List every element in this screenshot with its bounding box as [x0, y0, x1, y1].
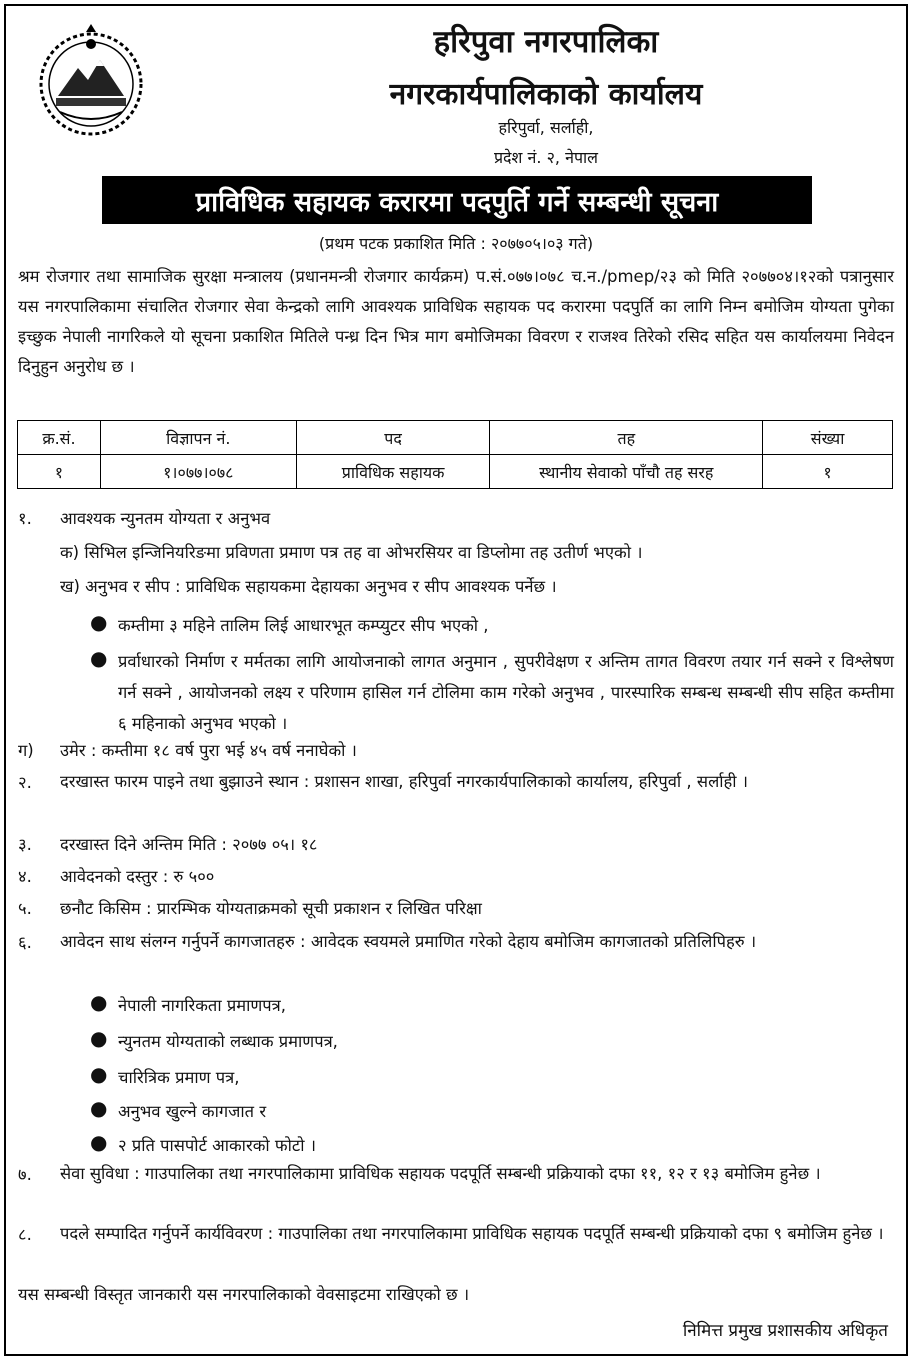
table-cell: १: [18, 455, 101, 489]
section-4-text: आवेदनको दस्तुर : रु ५००: [60, 867, 215, 886]
section-number: ३.: [18, 835, 32, 854]
table-header: तह: [490, 421, 763, 455]
signature-title: निमित्त प्रमुख प्रशासकीय अधिकृत: [682, 1321, 888, 1341]
notice-title-banner: प्राविधिक सहायक करारमा पदपुर्ति गर्ने सम्बन्धी सूचना: [102, 176, 812, 224]
bullet-icon: ●: [90, 990, 108, 1014]
section-number: ५.: [18, 899, 32, 918]
list-item: प्रर्वाधारको निर्माण र मर्मतका लागि आयोजनाको लागत अनुमान , सुपरीवेक्षण र अन्तिम तागत विवरण तयार गर्न सक्ने र विश्लेषण गर्न सक्ने , आयोजनको लक्ष्य र परिणाम हासिल गर्न टोलिमा काम गरेको अनुभव , पारस्पारिक सम्बन्ध सम्बन्धी सीप सहित कम्तीमा ६ महिनाको अनुभव भएको ।: [118, 652, 894, 733]
list-item: चारित्रिक प्रमाण पत्र,: [118, 1068, 240, 1087]
table-cell: प्राविधिक सहायक: [296, 455, 490, 489]
address-line-2: प्रदेश नं. २, नेपाल: [493, 148, 599, 167]
office-name: नगरकार्यपालिकाको कार्यालय: [389, 77, 703, 112]
section-number: ४.: [18, 867, 32, 886]
section-2-text: दरखास्त फारम पाइने तथा बुझाउने स्थान : प्रशासन शाखा, हरिपुर्वा नगरकार्यपालिकाको कार्यालय, हरिपुर्वा , सर्लाही ।: [60, 772, 749, 791]
table-cell: १।०७७।०७८: [100, 455, 296, 489]
table-header: संख्या: [763, 421, 893, 455]
list-item: न्युनतम योग्यताको लब्धाक प्रमाणपत्र,: [118, 1032, 338, 1051]
bullet-icon: ●: [90, 646, 108, 670]
section-number: ७.: [18, 1165, 32, 1184]
section-5-text: छनौट किसिम : प्रारम्भिक योग्यताक्रमको सूची प्रकाशन र लिखित परिक्षा: [60, 899, 482, 918]
list-item: अनुभव खुल्ने कागजात र: [118, 1102, 267, 1121]
section-number: ८.: [18, 1225, 32, 1244]
vacancy-table: [17, 420, 893, 489]
section-1-kha: ख) अनुभव र सीप : प्राविधिक सहायकमा देहायका अनुभव र सीप आवश्यक पर्नेछ ।: [60, 577, 557, 596]
publish-date: (प्रथम पटक प्रकाशित मिति : २०७७०५।०३ गते): [318, 234, 594, 253]
section-1-ka: क) सिभिल इन्जिनियरिङमा प्रविणता प्रमाण पत्र तह वा ओभरसियर वा डिप्लोमा तह उतीर्ण भएको ।: [60, 543, 643, 562]
bullet-icon: ●: [90, 610, 108, 634]
municipality-name: हरिपुवा नगरपालिका: [433, 24, 659, 60]
list-item: कम्तीमा ३ महिने तालिम लिई आधारभूत कम्प्युटर सीप भएको ,: [118, 616, 489, 635]
section-1-title: आवश्यक न्युनतम योग्यता र अनुभव: [60, 509, 271, 528]
address-line-1: हरिपुर्वा, सर्लाही,: [498, 118, 594, 137]
section-3-text: दरखास्त दिने अन्तिम मिति : २०७७ ०५। १८: [60, 835, 318, 854]
list-item: २ प्रति पासपोर्ट आकारको फोटो ।: [118, 1136, 316, 1155]
table-row: [18, 455, 893, 489]
table-header-row: [18, 421, 893, 455]
bullet-icon: ●: [90, 1130, 108, 1154]
section-8-text: पदले सम्पादित गर्नुपर्ने कार्यविवरण : गाउपालिका तथा नगरपालिकामा प्राविधिक सहायक पदपूर्ति सम्बन्धी प्रक्रियाको दफा ९ बमोजिम हुनेछ ।: [60, 1224, 884, 1243]
intro-paragraph: श्रम रोजगार तथा सामाजिक सुरक्षा मन्त्रालय (प्रधानमन्त्री रोजगार कार्यक्रम) प.सं.०७७।०७८ च.न./pmep/२३ को मिति २०७७०४।१२को पत्रानुसार यस नगरपालिकामा संचालित रोजगार सेवा केन्द्रको लागि आवश्यक प्राविधिक सहायक पद करारमा पदपुर्ति का लागि निम्न बमोजिम योग्यता पुगेका इच्छुक नेपाली नागरिकले यो सूचना प्रकाशित मितिले पन्ध्र दिन भित्र माग बमोजिमका विवरण र राजश्व तिरेको रसिद सहित यस कार्यालयमा निवेदन दिनुहुन अनुरोध छ ।: [18, 267, 894, 376]
section-1-ga: उमेर : कम्तीमा १८ वर्ष पुरा भई ४५ वर्ष ननाघेको ।: [60, 741, 357, 760]
section-number: २.: [18, 773, 32, 792]
table-cell: १: [763, 455, 893, 489]
table-header: क्र.सं.: [18, 421, 101, 455]
bullet-icon: ●: [90, 1026, 108, 1050]
table-cell: स्थानीय सेवाको पाँचौ तह सरह: [490, 455, 763, 489]
section-number: १.: [18, 509, 32, 528]
table-header: विज्ञापन नं.: [100, 421, 296, 455]
bullet-icon: ●: [90, 1062, 108, 1086]
section-7-text: सेवा सुविधा : गाउपालिका तथा नगरपालिकामा प्राविधिक सहायक पदपूर्ति सम्बन्धी प्रक्रियाको दफा ११, १२ र १३ बमोजिम हुनेछ ।: [60, 1164, 821, 1183]
list-item: नेपाली नागरिकता प्रमाणपत्र,: [118, 996, 287, 1015]
bullet-icon: ●: [90, 1096, 108, 1120]
section-number: ६.: [18, 933, 32, 952]
footer-note: यस सम्बन्धी विस्तृत जानकारी यस नगरपालिकाको वेवसाइटमा राखिएको छ ।: [18, 1285, 470, 1304]
table-header: पद: [296, 421, 490, 455]
section-6-text: आवेदन साथ संलग्न गर्नुपर्ने कागजातहरु : आवेदक स्वयमले प्रमाणित गरेको देहाय बमोजिम कागजातको प्रतिलिपिहरु ।: [60, 932, 757, 951]
section-number: ग): [18, 741, 34, 760]
